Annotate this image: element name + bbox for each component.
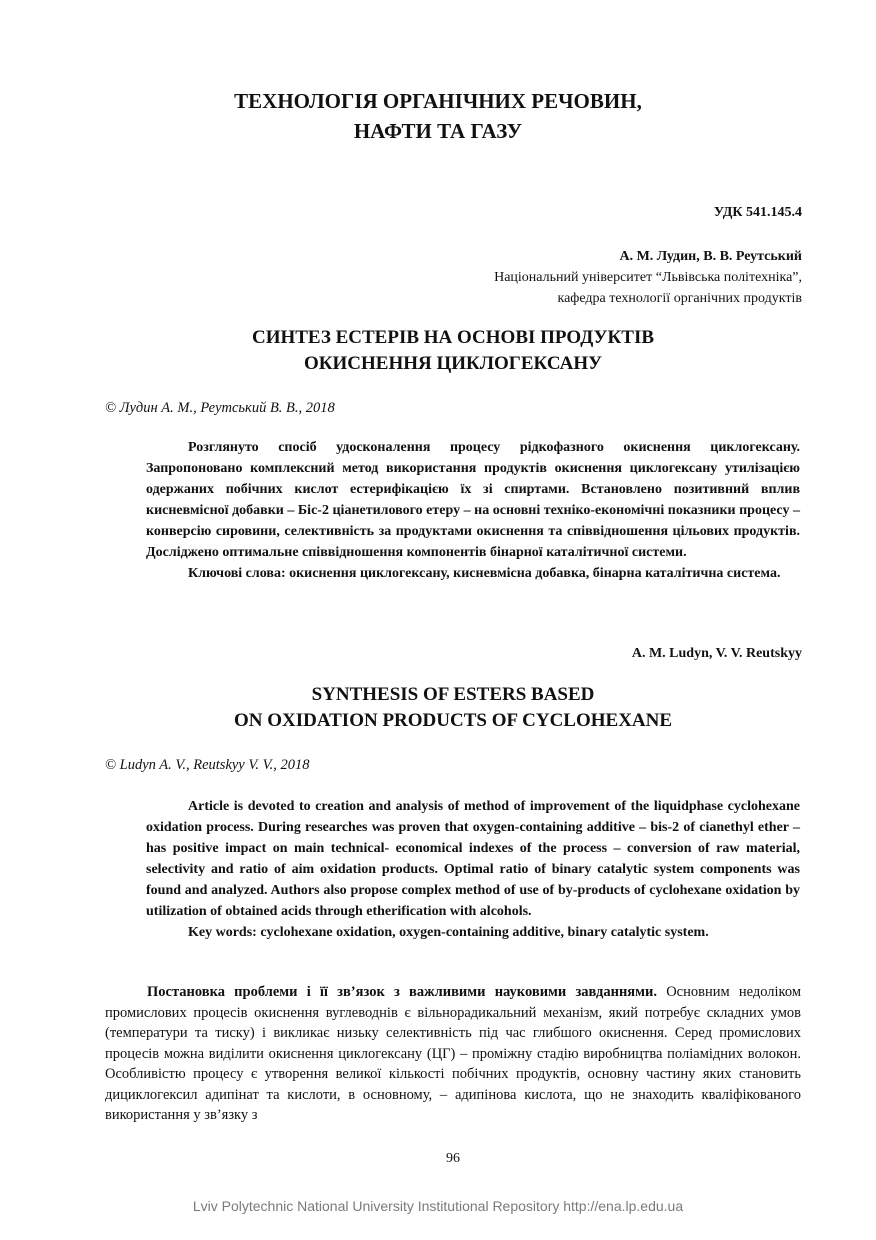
abstract-ua-text: Розглянуто спосіб удосконалення процесу рідкофазного окиснення циклогексану. Запропоновано комплексний метод використання продуктів окиснення циклогексану утилізацією одержаних побічних кислот естерифікацією їх зі спиртами. Встановлено позитивний вплив кисневмісної добавки – Біс-2 ціанетилового етеру – на основні техніко-економічні показники процесу – конверсію сировини, селективність за продуктами окиснення та співвідношення цільових продуктів. Досліджено оптимальне співвідношення компонентів бінарної каталітичної системи.: [146, 440, 800, 560]
affiliation-line1: Національний університет “Львівська політехніка”,: [494, 270, 802, 285]
title-ua-line1: СИНТЕЗ ЕСТЕРІВ НА ОСНОВІ ПРОДУКТІВ: [251, 327, 655, 348]
section-title-line1: ТЕХНОЛОГІЯ ОРГАНІЧНИХ РЕЧОВИН,: [234, 89, 642, 113]
body-text: Основним недоліком промислових процесів окиснення вуглеводнів є вільнорадикальний механізм, який потребує складних умов (температури та тиску) і викликає низьку селективність під час глибшого окиснення. Серед промислових процесів можна виділити окиснення циклогексану (ЦГ) – проміжну стадію виробництва поліамідних волокон. Особливістю процесу є утворення великої кількості побічних продуктів, основну частину яких становить дициклогексил адипінат та кислоти, в основному, – адипінова кислота, що не знаходить кваліфікованого використання у зв’язку з: [105, 984, 801, 1123]
keywords-en: Key words: cyclohexane oxidation, oxygen-containing additive, binary catalytic system.: [188, 925, 709, 940]
title-ua-line2: ОКИСНЕННЯ ЦИКЛОГЕКСАНУ: [303, 353, 603, 374]
abstract-ua: [146, 437, 800, 584]
journal-section-title: [0, 86, 876, 146]
abstract-en-text: Article is devoted to creation and analysis of method of improvement of the liquidphase cyclohexane oxidation process. During researches was proven that oxygen-containing additive – bis-2 of cianethyl ether – has positive impact on main technical- economical indexes of the process – conversion of raw material, selectivity and ratio of aim oxidation products. Optimal ratio of binary catalytic system components was found and analyzed. Authors also propose complex method of use of by-products of cyclohexane oxidation by utilization of obtained acids through etherification with alcohols.: [146, 799, 800, 919]
article-title-ua: [0, 325, 876, 377]
title-en-line2: ON OXIDATION PRODUCTS OF CYCLOHEXANE: [233, 710, 673, 731]
copyright-en: © Ludyn A. V., Reutskyy V. V., 2018: [105, 757, 310, 773]
problem-statement-heading: Постановка проблеми і її зв’язок з важливими науковими завданнями.: [147, 984, 658, 1000]
affiliation-line2: кафедра технології органічних продуктів: [557, 291, 802, 306]
article-title-en: [0, 682, 876, 734]
page-number: 96: [446, 1151, 460, 1166]
authors-block-ua: [494, 246, 802, 309]
abstract-en: [146, 796, 800, 943]
authors-en: A. M. Ludyn, V. V. Reutskyy: [631, 646, 802, 661]
authors-ua: А. М. Лудин, В. В. Реутський: [619, 249, 802, 264]
body-paragraph: [105, 982, 801, 1126]
section-title-line2: НАФТИ ТА ГАЗУ: [353, 119, 523, 143]
udk-code: УДК 541.145.4: [713, 205, 802, 220]
keywords-ua: Ключові слова: окиснення циклогексану, кисневмісна добавка, бінарна каталітична система.: [188, 566, 781, 581]
title-en-line1: SYNTHESIS OF ESTERS BASED: [311, 684, 595, 705]
copyright-ua: © Лудин А. М., Реутський В. В., 2018: [105, 400, 335, 416]
repository-footer: Lviv Polytechnic National University Institutional Repository http://ena.lp.edu.ua: [192, 1198, 684, 1214]
